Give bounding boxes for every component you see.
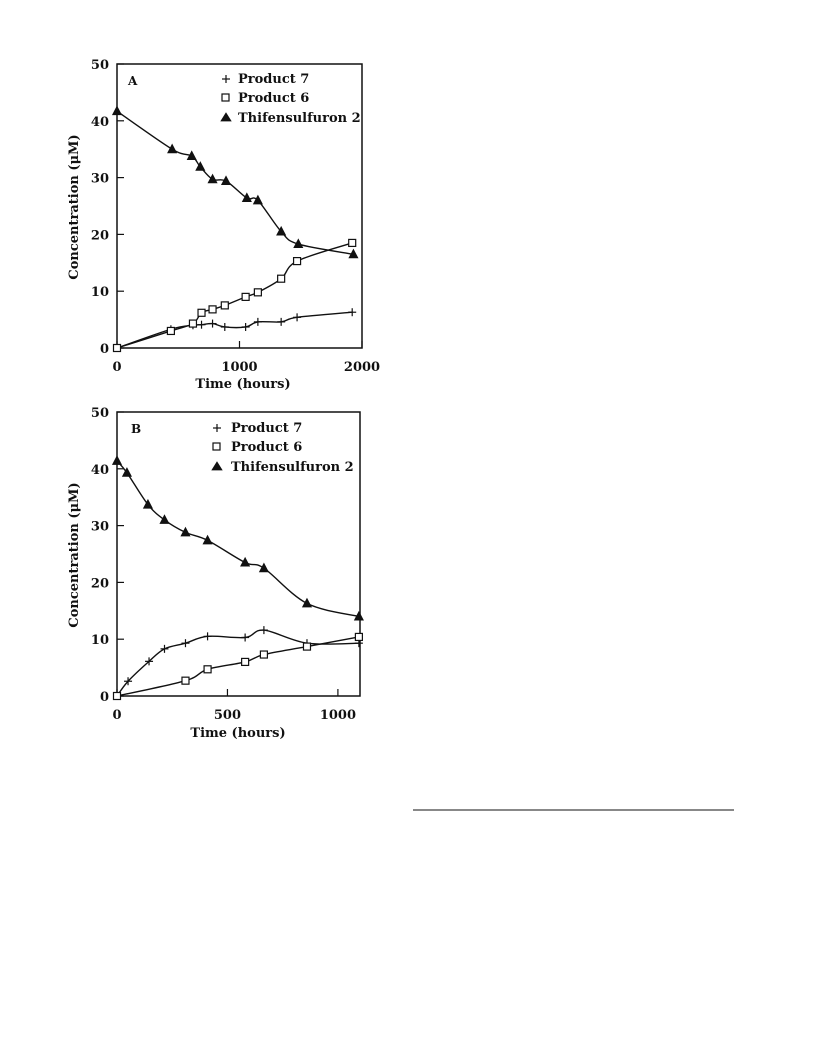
panel-b-y-tick-label-3: 30	[90, 519, 109, 535]
panel-a-series-1-point-5	[221, 302, 228, 309]
panel-b-series-0-point-4	[181, 639, 189, 647]
panel-b-y-tick-label-2: 20	[90, 576, 109, 592]
panel-b-series-2-point-6	[241, 558, 250, 566]
panel-b-series-0-point-3	[160, 645, 168, 653]
panel-b-series-1-point-3	[242, 658, 249, 665]
panel-a-chart-marks	[91, 58, 380, 375]
panel-b-legend	[212, 421, 354, 475]
panel-a-series-2-line	[117, 111, 353, 254]
panel-a-series-1-point-10	[349, 239, 356, 246]
panel-a-series-2-point-4	[208, 175, 217, 183]
panel-b-series-0-point-5	[204, 632, 212, 640]
panel-a-series-2-point-0	[113, 106, 122, 114]
panel-a-plot-frame	[117, 64, 362, 348]
panel-a-series-0-point-6	[242, 323, 250, 331]
panel-a-series-1-point-8	[278, 275, 285, 282]
panel-a-series-0-line	[117, 312, 352, 348]
panel-a-y-tick-label-1: 10	[90, 285, 109, 301]
panel-b-x-tick-label-1: 500	[213, 708, 242, 723]
panel-a-series-1-point-7	[254, 289, 261, 296]
panel-a-series-0-point-4	[209, 320, 217, 328]
panel-b-series-2-line	[117, 461, 359, 617]
panel-b-series-2-point-8	[303, 599, 312, 607]
panel-b-x-axis-label: Time (hours)	[190, 726, 286, 741]
panel-a-series-1-point-9	[294, 258, 301, 265]
panel-a-series-1-point-1	[167, 327, 174, 334]
panel-b-legend-product-7: Product 7	[231, 421, 303, 436]
panel-a-series-1-point-6	[242, 293, 249, 300]
panel-a-x-tick-label-1: 1000	[221, 360, 258, 375]
panel-a-series-2-point-1	[168, 144, 177, 152]
panel-b-series-2-point-7	[260, 563, 269, 571]
panel-b-legend-product-6: Product 6	[231, 440, 303, 455]
panel-a-x-axis-label: Time (hours)	[195, 377, 291, 392]
panel-a-y-tick-label-2: 20	[90, 228, 109, 244]
panel-a-series-2-point-6	[242, 193, 251, 201]
panel-a-y-tick-label-3: 30	[90, 171, 109, 187]
panel-a-series-0-point-8	[277, 318, 285, 326]
panel-b-y-tick-label-5: 50	[90, 406, 109, 421]
panel-b-series-1-line	[117, 637, 359, 696]
panel-a-legend-thifensulfuron-2: Thifensulfuron 2	[238, 111, 361, 126]
panel-b-y-tick-label-0: 0	[99, 690, 109, 705]
panel-b-series-2-point-0	[113, 456, 122, 464]
panel-a-series-0-point-3	[198, 321, 206, 329]
panel-b-chart-marks	[91, 406, 363, 723]
panel-a-series-1-point-3	[198, 309, 205, 316]
panel-a-series-1-line	[117, 243, 352, 348]
panel-b-y-tick-label-4: 40	[90, 462, 109, 478]
panel-a-legend	[221, 72, 361, 126]
panel-a-series-1-point-4	[209, 306, 216, 313]
panel-b-y-axis-label: Concentration (μM)	[67, 482, 82, 628]
panel-a-series-0-point-5	[221, 323, 229, 331]
panel-b-x-tick-label-2: 1000	[319, 708, 357, 723]
panel-b-series-1-point-0	[114, 693, 121, 700]
panel-b-label: B	[131, 422, 142, 436]
panel-a-series-2-point-7	[253, 196, 262, 204]
panel-a-y-axis-label: Concentration (μM)	[67, 134, 82, 280]
panel-b-series-1-point-6	[355, 633, 362, 640]
panel-b-series-1-point-2	[204, 666, 211, 673]
panel-b-series-2-point-5	[203, 536, 212, 544]
panel-a-legend-product-6: Product 6	[238, 91, 310, 106]
panel-b-series-2-point-3	[160, 515, 169, 523]
panel-a-series-0-point-9	[293, 313, 301, 321]
panel-b-legend-thifensulfuron-2: Thifensulfuron 2	[231, 460, 354, 475]
panel-b-legend-square-icon	[213, 443, 220, 450]
panel-a-series-1-point-0	[114, 345, 121, 352]
panel-b	[67, 412, 360, 741]
panel-a-series-0-point-7	[254, 318, 262, 326]
panel-a-series-0-point-10	[348, 308, 356, 316]
panel-b-series-0-point-7	[260, 626, 268, 634]
panel-a-x-tick-label-2: 2000	[343, 360, 381, 375]
panel-a-x-tick-label-0: 0	[112, 360, 122, 375]
panel-a-series-1-point-2	[189, 320, 196, 327]
panel-a-y-tick-label-0: 0	[99, 342, 109, 357]
panel-b-series-1-point-5	[303, 643, 310, 650]
panel-b-legend-triangle-icon	[212, 462, 222, 470]
panel-a-legend-product-7: Product 7	[238, 72, 310, 87]
panel-b-y-tick-label-1: 10	[90, 633, 109, 649]
panel-b-x-tick-label-0: 0	[112, 708, 122, 723]
panel-b-series-2-point-4	[181, 528, 190, 536]
panel-a	[67, 64, 362, 392]
panel-b-series-1-point-1	[182, 677, 189, 684]
panel-a-y-tick-label-4: 40	[90, 114, 109, 130]
panel-a-legend-triangle-icon	[221, 113, 231, 121]
panel-a-y-tick-label-5: 50	[90, 58, 109, 73]
panel-a-label: A	[128, 74, 138, 88]
panel-a-legend-square-icon	[222, 94, 229, 101]
panel-b-series-0-point-6	[241, 633, 249, 641]
panel-b-series-1-point-4	[260, 651, 267, 658]
